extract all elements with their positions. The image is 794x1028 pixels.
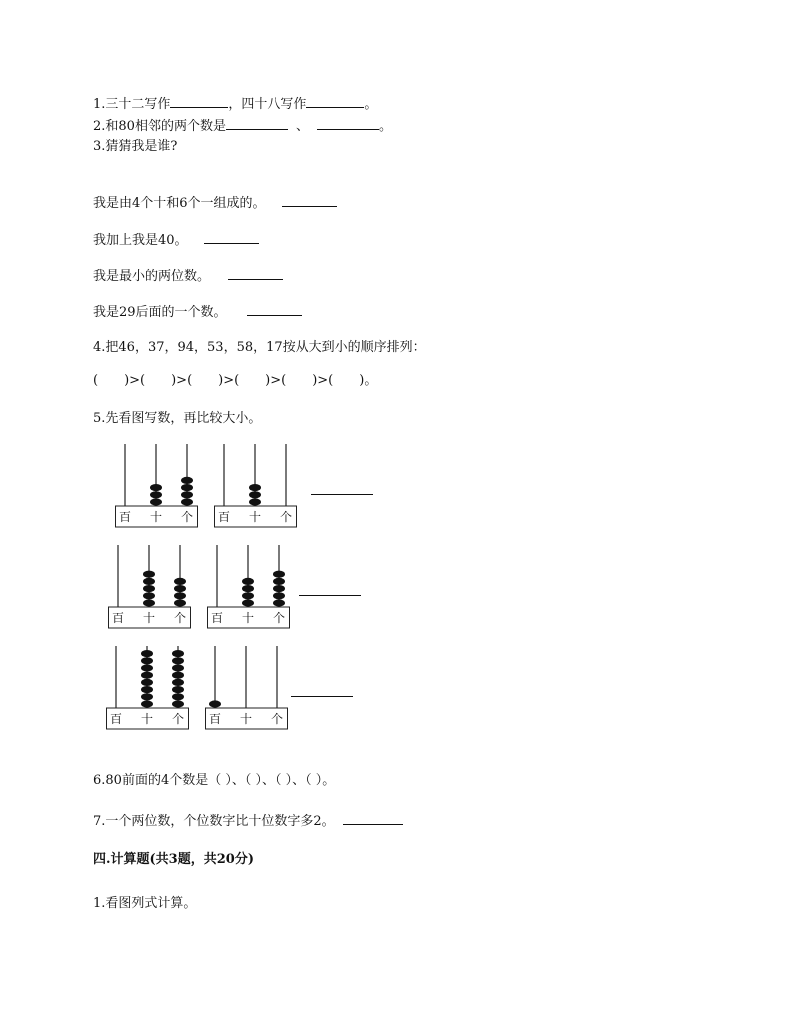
abacus-bead [273, 578, 285, 585]
abacus-bead [249, 484, 261, 491]
abacus-bead [143, 592, 155, 599]
abacus-bead [141, 679, 153, 686]
q3-item-2-text: 我加上我是40。 [93, 233, 188, 248]
abacus-bead [174, 592, 186, 599]
abacus-1a [115, 444, 199, 532]
question-3-title: 3.猜猜我是谁? [93, 139, 178, 154]
q2-end: 。 [378, 119, 392, 134]
abacus-place-label: 十 [239, 712, 253, 726]
q2-prefix: 2.和80相邻的两个数是 [93, 119, 226, 134]
abacus-2b-svg [207, 545, 291, 633]
abacus-bead [181, 498, 193, 505]
abacus-bead [172, 664, 184, 671]
abacus-bead [242, 578, 254, 585]
abacus-place-label: 十 [149, 510, 163, 524]
abacus-place-label: 个 [270, 712, 284, 726]
abacus-bead [209, 700, 221, 707]
question-6: 6.80前面的4个数是（ ）、（ ）、（ ）、（ ）。 [93, 773, 336, 788]
abacus-bead [141, 686, 153, 693]
abacus-1b [214, 444, 298, 532]
abacus-bead [150, 498, 162, 505]
abacus-row-1-answer-line[interactable] [311, 494, 373, 495]
abacus-place-label: 百 [217, 510, 231, 524]
abacus-bead [181, 477, 193, 484]
abacus-place-label: 百 [118, 510, 132, 524]
question-2 [93, 117, 392, 135]
abacus-bead [174, 585, 186, 592]
q2-blank-2[interactable] [317, 117, 379, 130]
calc-question-1: 1.看图列式计算。 [93, 896, 197, 911]
abacus-2b [207, 545, 291, 633]
abacus-place-label: 百 [208, 712, 222, 726]
abacus-bead [143, 571, 155, 578]
q3-item-3-text: 我是最小的两位数。 [93, 269, 211, 284]
abacus-bead [150, 484, 162, 491]
q3-item-1-blank[interactable] [282, 194, 337, 207]
abacus-bead [172, 672, 184, 679]
q4-order-slots[interactable]: ( )>( )>( )>( )>( )>( )。 [93, 373, 378, 388]
abacus-2a-svg [108, 545, 192, 633]
q3-item-4 [93, 303, 302, 321]
abacus-3a [106, 646, 190, 734]
q7-blank[interactable] [343, 812, 403, 825]
question-1 [93, 95, 377, 113]
abacus-bead [143, 578, 155, 585]
abacus-3b-svg [205, 646, 289, 734]
abacus-bead [141, 650, 153, 657]
abacus-bead [172, 700, 184, 707]
q3-item-4-text: 我是29后面的一个数。 [93, 305, 227, 320]
question-5: 5.先看图写数，再比较大小。 [93, 411, 262, 426]
abacus-bead [181, 484, 193, 491]
section-4-title: 四.计算题(共3题，共20分) [93, 852, 254, 867]
abacus-bead [249, 498, 261, 505]
abacus-bead [150, 491, 162, 498]
abacus-bead [172, 679, 184, 686]
question-4: 4.把46，37，94，53，58，17按从大到小的顺序排列： [93, 340, 426, 355]
abacus-bead [249, 491, 261, 498]
abacus-bead [143, 585, 155, 592]
q3-item-3-blank[interactable] [228, 267, 283, 280]
abacus-place-label: 十 [140, 712, 154, 726]
abacus-1a-svg [115, 444, 199, 532]
abacus-row-3-answer-line[interactable] [291, 696, 353, 697]
q3-item-1-text: 我是由4个十和6个一组成的。 [93, 196, 266, 211]
abacus-place-label: 个 [272, 611, 286, 625]
q3-item-4-blank[interactable] [247, 303, 302, 316]
q3-item-1 [93, 194, 337, 212]
abacus-bead [141, 693, 153, 700]
abacus-bead [174, 599, 186, 606]
q7-text: 7.一个两位数，个位数字比十位数字多2。 [93, 814, 335, 829]
q1-mid: ，四十八写作 [228, 97, 307, 112]
abacus-place-label: 个 [180, 510, 194, 524]
abacus-bead [242, 599, 254, 606]
q3-item-2-blank[interactable] [204, 231, 259, 244]
abacus-place-label: 个 [279, 510, 293, 524]
q3-item-2 [93, 231, 259, 249]
abacus-bead [242, 592, 254, 599]
abacus-bead [273, 592, 285, 599]
abacus-place-label: 十 [142, 611, 156, 625]
question-7 [93, 812, 403, 830]
q3-item-3 [93, 267, 283, 285]
abacus-place-label: 个 [173, 611, 187, 625]
abacus-bead [172, 686, 184, 693]
abacus-place-label: 十 [248, 510, 262, 524]
abacus-bead [141, 664, 153, 671]
q2-blank-1[interactable] [226, 117, 288, 130]
abacus-bead [143, 599, 155, 606]
q1-blank-2[interactable] [306, 95, 364, 108]
abacus-bead [174, 578, 186, 585]
abacus-bead [172, 657, 184, 664]
abacus-2a [108, 545, 192, 633]
abacus-place-label: 百 [109, 712, 123, 726]
q1-blank-1[interactable] [170, 95, 228, 108]
abacus-bead [172, 693, 184, 700]
abacus-bead [242, 585, 254, 592]
q2-sep: 、 [295, 119, 309, 134]
abacus-row-2-answer-line[interactable] [299, 595, 361, 596]
abacus-place-label: 十 [241, 611, 255, 625]
abacus-bead [141, 672, 153, 679]
abacus-bead [273, 585, 285, 592]
abacus-place-label: 百 [210, 611, 224, 625]
abacus-place-label: 百 [111, 611, 125, 625]
abacus-3a-svg [106, 646, 190, 734]
abacus-bead [141, 700, 153, 707]
abacus-bead [141, 657, 153, 664]
q1-end: 。 [364, 97, 378, 112]
abacus-bead [273, 571, 285, 578]
abacus-1b-svg [214, 444, 298, 532]
abacus-bead [181, 491, 193, 498]
abacus-place-label: 个 [171, 712, 185, 726]
q1-prefix: 1.三十二写作 [93, 97, 171, 112]
abacus-bead [273, 599, 285, 606]
abacus-3b [205, 646, 289, 734]
abacus-bead [172, 650, 184, 657]
